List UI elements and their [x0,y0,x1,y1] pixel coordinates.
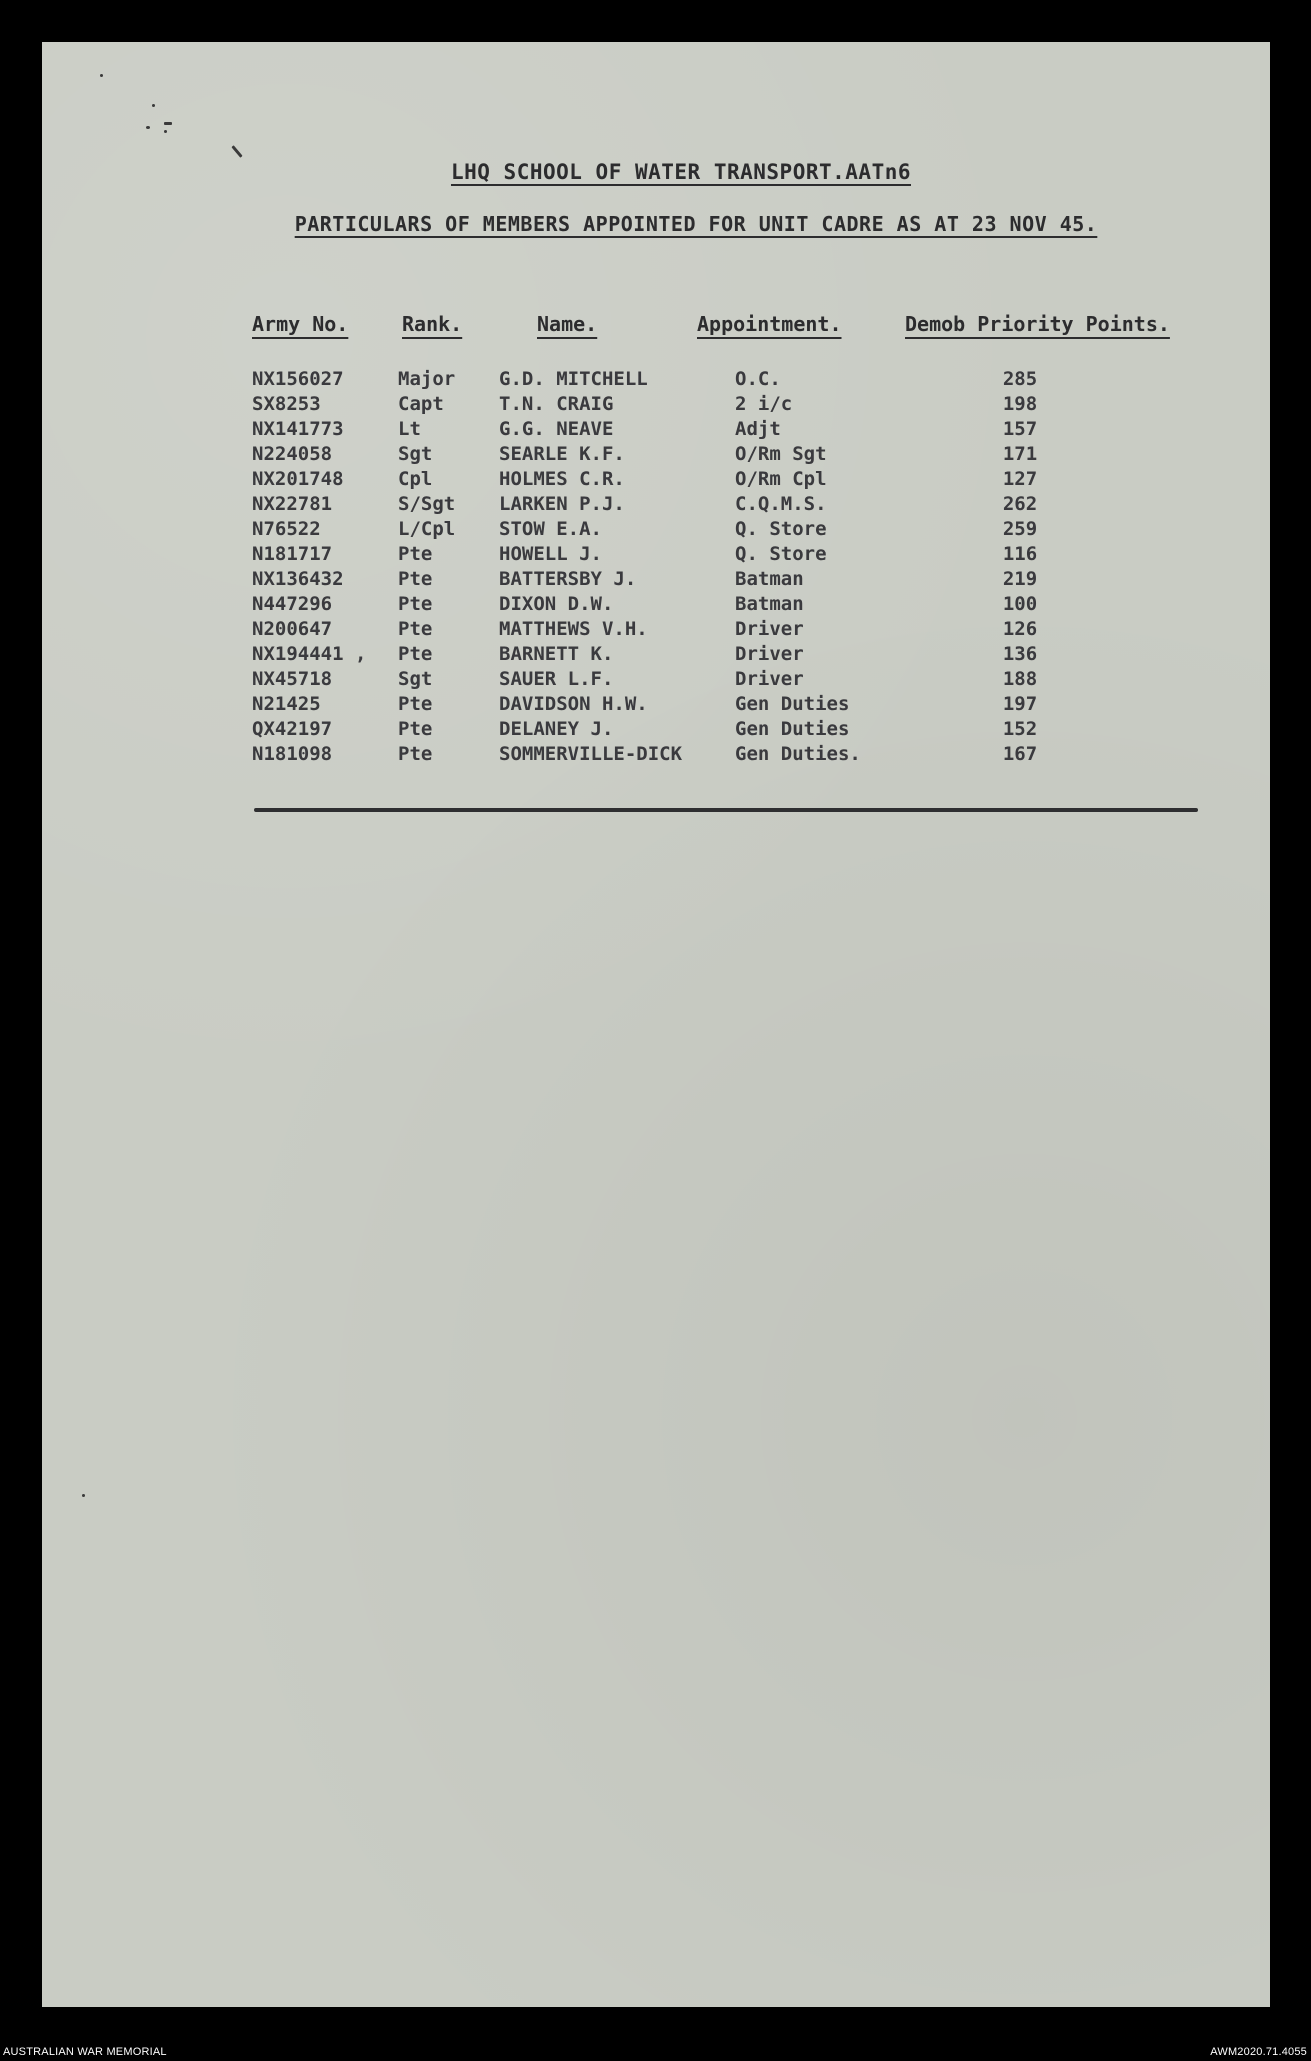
column-header-appointment: Appointment. [697,312,842,336]
member-name: STOW E.A. [499,518,602,540]
member-name: HOLMES C.R. [499,468,625,490]
priority-points: 219 [1002,568,1038,590]
member-name: T.N. CRAIG [499,393,614,415]
appointment: Q. Store [735,543,827,565]
column-header-army-no: Army No. [252,312,349,336]
table-row [42,393,1270,418]
member-name: MATTHEWS V.H. [499,618,648,640]
column-header-rank: Rank. [402,312,463,336]
priority-points: 188 [1002,668,1038,690]
army-number: N76522 [252,518,321,540]
member-name: LARKEN P.J. [499,493,625,515]
rank: Sgt [398,443,433,465]
member-name: G.D. MITCHELL [499,368,648,390]
ink-speck [164,122,172,125]
rank: Pte [398,693,433,715]
army-number: NX201748 [252,468,344,490]
army-number: N21425 [252,693,321,715]
appointment: Adjt [735,418,781,440]
ink-speck [100,74,103,77]
members-table [42,368,1270,768]
army-number: NX156027 [252,368,344,390]
table-row [42,518,1270,543]
priority-points: 136 [1002,643,1038,665]
army-number: N200647 [252,618,333,640]
member-name: DIXON D.W. [499,593,614,615]
rank: Pte [398,643,433,665]
appointment: O.C. [735,368,781,390]
rank: Pte [398,718,433,740]
rank: Pte [398,568,433,590]
member-name: SOMMERVILLE-DICK [499,743,683,765]
closing-rule [254,808,1198,812]
appointment: Driver [735,618,804,640]
appointment: C.Q.M.S. [735,493,827,515]
ink-speck [164,130,167,133]
army-number: N447296 [252,593,333,615]
priority-points: 157 [1002,418,1038,440]
member-name: DELANEY J. [499,718,614,740]
priority-points: 198 [1002,393,1038,415]
army-number: QX42197 [252,718,333,740]
army-number: SX8253 [252,393,321,415]
priority-points: 116 [1002,543,1038,565]
priority-points: 127 [1002,468,1038,490]
table-row [42,568,1270,593]
appointment: Batman [735,568,804,590]
column-header-name: Name. [537,312,598,336]
army-number: NX45718 [252,668,333,690]
army-number: N181098 [252,743,333,765]
appointment: O/Rm Sgt [735,443,827,465]
member-name: SAUER L.F. [499,668,614,690]
table-row [42,743,1270,768]
table-row [42,668,1270,693]
rank: Pte [398,543,433,565]
rank: Pte [398,743,433,765]
ink-speck [152,104,155,107]
army-number: NX194441 , [252,643,367,665]
table-row [42,418,1270,443]
priority-points: 167 [1002,743,1038,765]
table-row [42,593,1270,618]
rank: Cpl [398,468,433,490]
document-title: LHQ SCHOOL OF WATER TRANSPORT.AATn6 [450,160,911,184]
priority-points: 171 [1002,443,1038,465]
member-name: HOWELL J. [499,543,602,565]
member-name: G.G. NEAVE [499,418,614,440]
army-number: N224058 [252,443,333,465]
rank: Sgt [398,668,433,690]
appointment: 2 i/c [735,393,793,415]
army-number: NX136432 [252,568,344,590]
rank: Lt [398,418,421,440]
table-row [42,718,1270,743]
appointment: Gen Duties [735,718,850,740]
table-row [42,443,1270,468]
appointment: Driver [735,668,804,690]
appointment: Batman [735,593,804,615]
ink-speck [82,1494,85,1497]
footer-credit: AUSTRALIAN WAR MEMORIAL [3,2046,167,2058]
footer-accession-number: AWM2020.71.4055 [1210,2046,1307,2058]
table-row [42,468,1270,493]
rank: S/Sgt [398,493,456,515]
document-page [42,42,1270,2007]
priority-points: 197 [1002,693,1038,715]
rank: L/Cpl [398,518,456,540]
rank: Pte [398,618,433,640]
column-header-points: Demob Priority Points. [905,312,1170,336]
table-row [42,643,1270,668]
rank: Pte [398,593,433,615]
priority-points: 285 [1002,368,1038,390]
appointment: Gen Duties [735,693,850,715]
appointment: Gen Duties. [735,743,861,765]
appointment: O/Rm Cpl [735,468,827,490]
table-row [42,493,1270,518]
table-row [42,693,1270,718]
rank: Capt [398,393,444,415]
appointment: Driver [735,643,804,665]
table-row [42,618,1270,643]
table-row [42,543,1270,568]
document-subtitle: PARTICULARS OF MEMBERS APPOINTED FOR UNIT CADRE AS AT 23 NOV 45. [294,212,1098,236]
ink-speck [231,145,242,158]
member-name: SEARLE K.F. [499,443,625,465]
table-row [42,368,1270,393]
ink-speck [146,126,150,129]
army-number: NX22781 [252,493,333,515]
rank: Major [398,368,456,390]
priority-points: 126 [1002,618,1038,640]
member-name: DAVIDSON H.W. [499,693,648,715]
army-number: N181717 [252,543,333,565]
priority-points: 262 [1002,493,1038,515]
priority-points: 100 [1002,593,1038,615]
member-name: BARNETT K. [499,643,614,665]
priority-points: 259 [1002,518,1038,540]
army-number: NX141773 [252,418,344,440]
appointment: Q. Store [735,518,827,540]
member-name: BATTERSBY J. [499,568,637,590]
priority-points: 152 [1002,718,1038,740]
